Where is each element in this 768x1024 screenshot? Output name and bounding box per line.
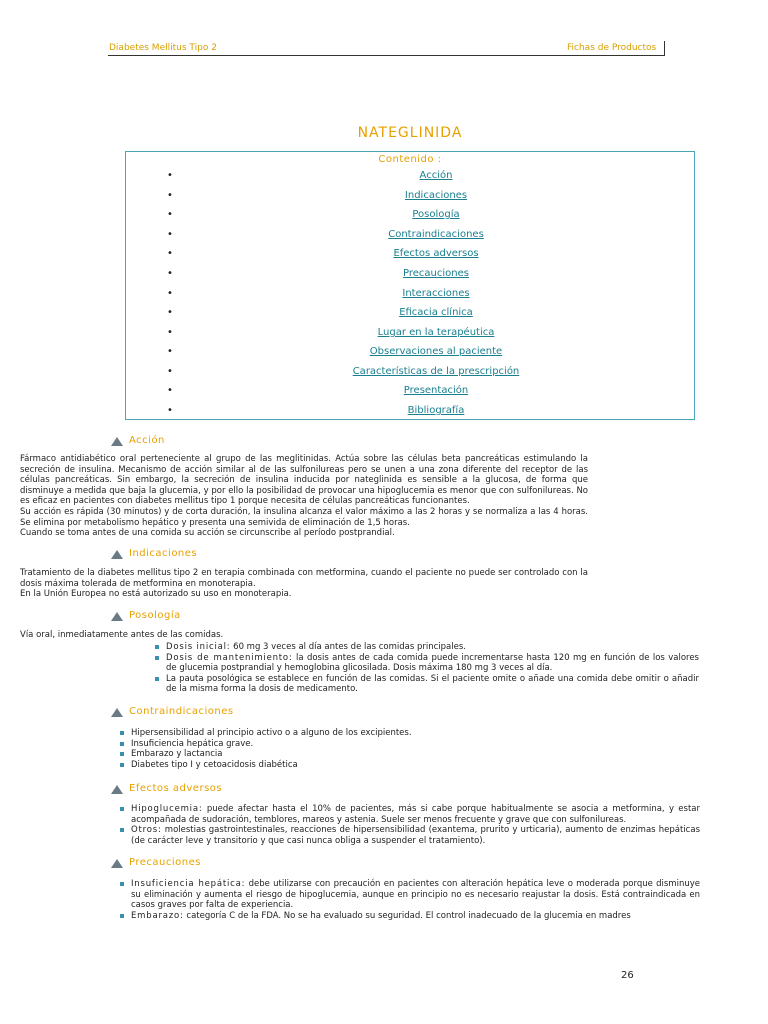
section-heading [111,857,711,871]
toc-link-accion[interactable]: Acción [419,170,453,181]
table-of-contents [125,151,695,420]
list-item: Hipersensibilidad al principio activo o a alguno de los excipientes. [120,728,700,739]
triangle-up-icon[interactable] [111,437,123,446]
header-rule-tick [664,41,665,56]
bullet-icon: • [167,170,173,181]
section-heading [111,610,711,624]
toc-item [126,170,694,184]
section-efectos-adversos [111,783,711,797]
bullet-icon: • [167,385,173,396]
bullet-icon: • [167,268,173,279]
list-item [155,653,699,674]
item-label: Otros: [131,825,162,836]
bullet-icon: • [167,307,173,318]
toc-link-presentacion[interactable]: Presentación [403,385,469,396]
triangle-up-icon[interactable] [111,550,123,559]
section-accion [111,435,711,449]
toc-item [126,385,694,399]
item-text: debe utilizarse con precaución en pacientes con alteración hepática leve o moderada porque disminuye su eliminación y aumenta el riesgo de hipoglucemia, aunque en principio no es necesario reajustar la dosis. Está contraindicada en casos graves por falta de experiencia. [131,879,700,911]
toc-item [126,268,694,282]
bullet-icon: • [167,405,173,416]
page-number: 26 [621,970,634,981]
item-text: categoría C de la FDA. No se ha evaluado su seguridad. El control inadecuado de la glucemia en madres [183,910,631,921]
list-item: Embarazo y lactancia [120,749,700,760]
posologia-list [155,642,699,695]
section-title: Efectos adversos [129,783,223,794]
section-title: Posología [129,610,181,621]
bullet-icon: • [167,229,173,240]
triangle-up-icon[interactable] [111,785,123,794]
section-title: Indicaciones [129,548,198,559]
toc-item [126,346,694,360]
bullet-icon: • [167,346,173,357]
section-heading [111,706,711,720]
bullet-icon: • [167,209,173,220]
header-left-text: Diabetes Mellitus Tipo 2 [109,43,217,53]
triangle-up-icon[interactable] [111,612,123,621]
section-heading [111,435,711,449]
triangle-up-icon[interactable] [111,859,123,868]
precauciones-list [120,879,700,921]
list-item: Diabetes tipo I y cetoacidosis diabética [120,760,700,771]
section-title: Contraindicaciones [129,706,234,717]
toc-link-contraindicaciones[interactable]: Contraindicaciones [388,229,484,240]
item-label: Dosis de mantenimiento: [166,652,293,663]
toc-link-bibliografia[interactable]: Bibliografía [407,405,465,416]
item-label: Hipoglucemia: [131,804,203,814]
toc-item [126,190,694,204]
toc-link-caracteristicas[interactable]: Características de la prescripción [352,366,520,377]
section-heading [111,783,711,797]
bullet-icon: • [167,327,173,338]
item-text: molestias gastrointestinales, reacciones de hipersensibilidad (exantema, prurito y urticaria), aumento de enzimas hepáticas (de carácter leve y transitorio y que casi nunca obliga a suspender el tratamiento). [131,825,700,846]
accion-text-3: Cuando se toma antes de una comida su acción se circunscribe al período postprandial. [20,528,395,539]
section-posologia [111,610,711,624]
toc-heading: Contenido : [378,154,442,165]
item-text: 60 mg 3 veces al día antes de las comidas principales. [230,642,466,652]
section-title: Acción [129,435,165,446]
list-item: Insuficiencia hepática grave. [120,739,700,750]
item-label: Embarazo: [131,910,184,921]
toc-item [126,405,694,419]
indicaciones-paragraph [20,568,588,600]
section-precauciones [111,857,711,871]
posologia-intro: Vía oral, inmediatamente antes de las comidas. [20,630,224,640]
section-contraindicaciones [111,706,711,720]
item-label: Dosis inicial: [166,642,231,652]
list-item [120,804,700,825]
toc-item [126,327,694,341]
toc-item [126,209,694,223]
bullet-icon: • [167,248,173,259]
indicaciones-text-2: En la Unión Europea no está autorizado su uso en monoterapia. [20,589,292,600]
list-item [120,825,700,846]
list-item [120,879,700,911]
toc-item [126,248,694,262]
header-rule [108,55,664,56]
efectos-list [120,804,700,846]
toc-link-observaciones[interactable]: Observaciones al paciente [369,346,503,357]
header-right-text: Fichas de Productos [567,43,657,53]
toc-link-lugar-terapeutica[interactable]: Lugar en la terapéutica [377,327,495,338]
bullet-icon: • [167,190,173,201]
item-text: puede afectar hasta el 10% de pacientes, más si cabe porque habitualmente se asocia a metformina, y estar acompañada de sudoración, temblores, mareos y astenia. Suele ser menos frecuente y grave que con sulfonilureas. [131,804,700,825]
list-item [120,911,700,922]
toc-item [126,307,694,321]
item-text: la dosis antes de cada comida puede incrementarse hasta 120 mg en función de los valores de glucemia postprandial y hemoglobina glicosilada. Dosis máxima 180 mg 3 veces al día. [166,652,699,674]
bullet-icon: • [167,288,173,299]
page-title: NATEGLINIDA [357,125,463,141]
indicaciones-text: Tratamiento de la diabetes mellitus tipo 2 en terapia combinada con metformina, cuando el paciente no puede ser controlado con la dosis máxima tolerada de metformina en monoterapia. [20,568,588,589]
section-title: Precauciones [129,857,201,868]
toc-link-efectos-adversos[interactable]: Efectos adversos [393,248,479,259]
accion-text-2: Su acción es rápida (30 minutos) y de corta duración, la insulina alcanza el valor máximo a las 2 horas y se normaliza a las 4 horas. Se elimina por metabolismo hepático y presenta una semivida de eliminación de 1,5 horas. [20,506,588,528]
triangle-up-icon[interactable] [111,708,123,717]
contraindicaciones-list [120,728,700,770]
list-item [155,674,699,695]
toc-link-precauciones[interactable]: Precauciones [403,268,469,279]
toc-link-interacciones[interactable]: Interacciones [402,288,470,299]
section-heading [111,548,711,562]
toc-item [126,366,694,380]
accion-paragraph [20,454,588,539]
toc-item [126,288,694,302]
item-text: La pauta posológica se establece en función de las comidas. Si el paciente omite o añade una comida debe omitir o añadir de la misma forma la dosis de medicamento. [166,673,699,695]
toc-item [126,229,694,243]
section-indicaciones [111,548,711,562]
toc-link-posologia[interactable]: Posología [412,209,460,220]
bullet-icon: • [167,366,173,377]
item-label: Insuficiencia hepática: [131,879,246,889]
accion-text: Fármaco antidiabético oral perteneciente al grupo de las meglitinidas. Actúa sobre las células beta pancreáticas estimulando la secreción de insulina. Mecanismo de acción similar al de las sulfonilureas pero se unen a una zona diferente del receptor de las células pancreáticas. Sin embargo, la secreción de insulina inducida por nateglinida es sensible a la glucosa, de forma que disminuye a medida que baja la glucemia, y por ello la posibilidad de provocar una hipoglucemia es menor que con sulfonilureas. No es eficaz en pacientes con diabetes mellitus tipo 1 porque necesita de células pancreáticas funcionantes. [20,454,588,507]
list-item [155,642,699,653]
toc-link-indicaciones[interactable]: Indicaciones [404,190,468,201]
toc-link-eficacia-clinica[interactable]: Eficacia clínica [399,307,473,318]
